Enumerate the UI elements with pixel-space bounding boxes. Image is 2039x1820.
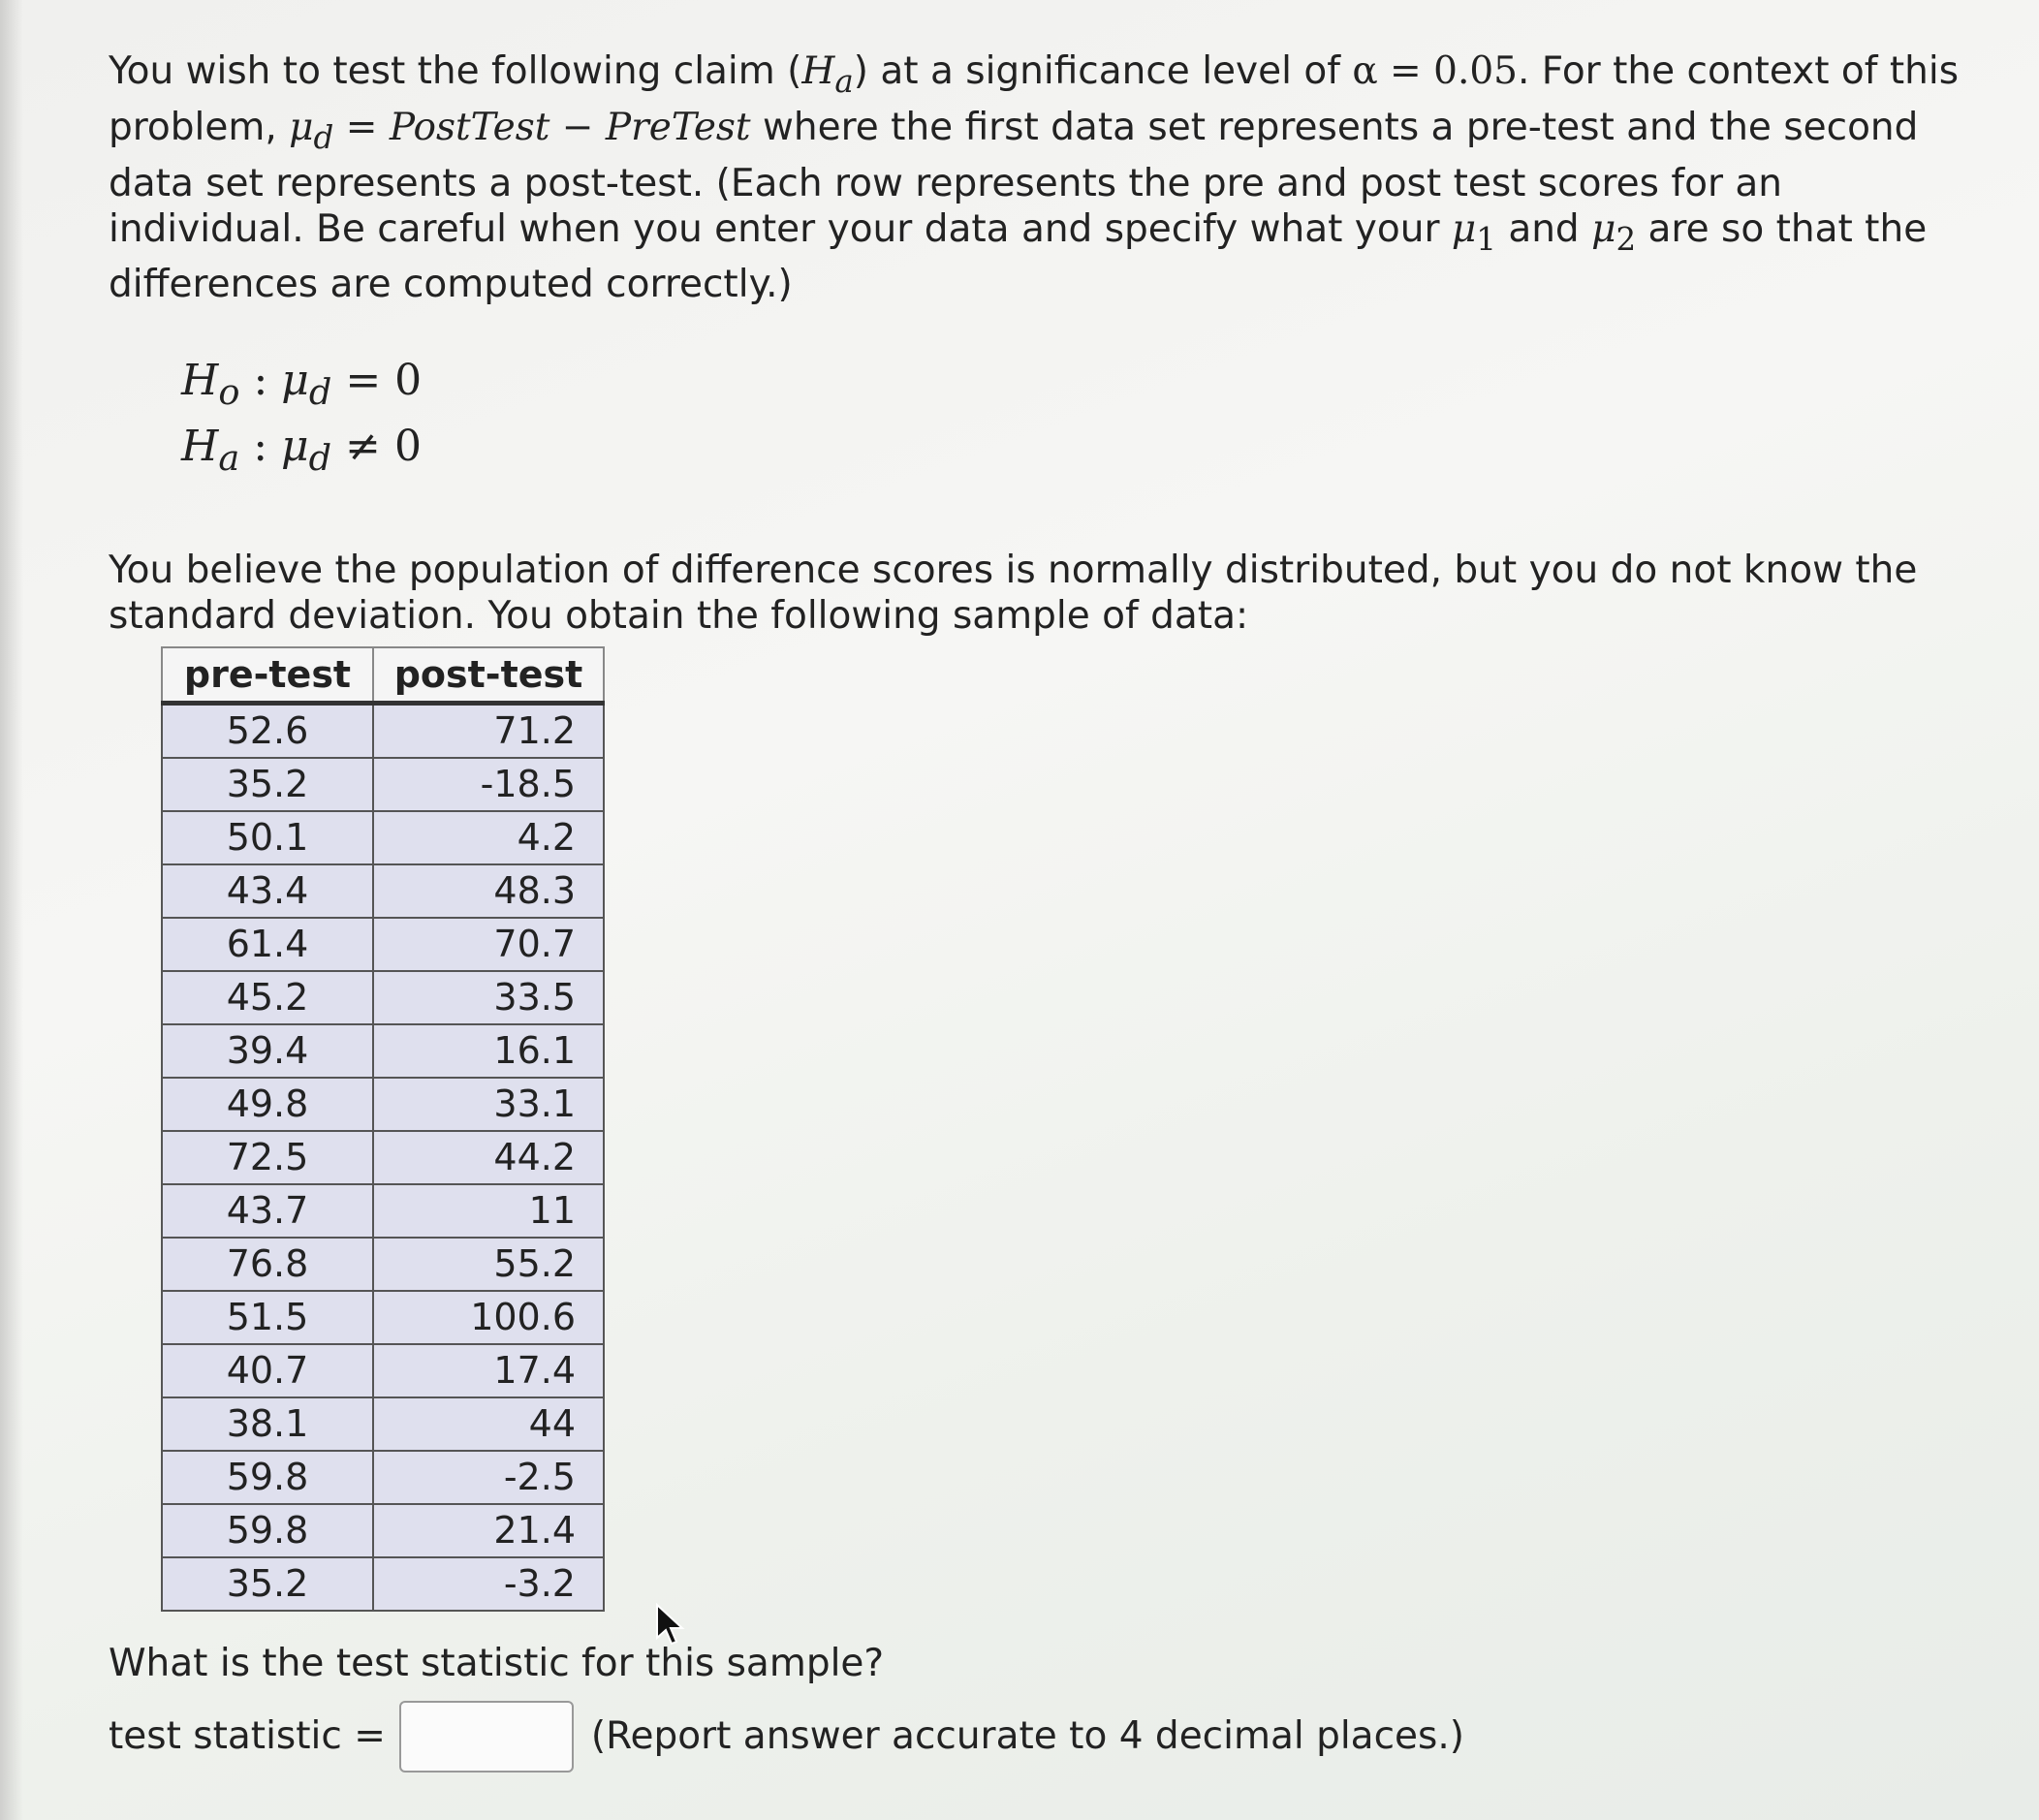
test-statistic-label: test statistic = <box>109 1714 386 1758</box>
pre-test-cell: 49.8 <box>162 1078 373 1131</box>
post-test-cell: 17.4 <box>373 1344 604 1397</box>
header-pre-test: pre-test <box>162 647 373 704</box>
pre-test-cell: 45.2 <box>162 971 373 1024</box>
post-test-cell: -2.5 <box>373 1451 604 1504</box>
problem-content <box>109 48 1969 1612</box>
post-test-cell: 55.2 <box>373 1238 604 1291</box>
table-row <box>162 1344 604 1397</box>
post-test-cell: 16.1 <box>373 1024 604 1078</box>
pre-test-cell: 35.2 <box>162 1557 373 1611</box>
difference-definition: = PostTest − PreTest <box>333 105 751 149</box>
table-row <box>162 703 604 758</box>
pre-test-cell: 43.7 <box>162 1184 373 1238</box>
post-test-cell: -3.2 <box>373 1557 604 1611</box>
post-test-cell: 4.2 <box>373 811 604 864</box>
post-test-cell: 100.6 <box>373 1291 604 1344</box>
pre-test-cell: 39.4 <box>162 1024 373 1078</box>
table-row <box>162 1131 604 1184</box>
pre-test-cell: 76.8 <box>162 1238 373 1291</box>
pre-test-cell: 59.8 <box>162 1504 373 1557</box>
answer-row <box>109 1698 1464 1775</box>
post-test-cell: 11 <box>373 1184 604 1238</box>
post-test-cell: 71.2 <box>373 703 604 758</box>
post-test-cell: -18.5 <box>373 758 604 811</box>
pre-test-cell: 43.4 <box>162 864 373 918</box>
post-test-cell: 21.4 <box>373 1504 604 1557</box>
pre-test-cell: 72.5 <box>162 1131 373 1184</box>
pre-test-cell: 52.6 <box>162 703 373 758</box>
pre-test-cell: 61.4 <box>162 918 373 971</box>
table-row <box>162 1024 604 1078</box>
table-row <box>162 1078 604 1131</box>
post-test-cell: 33.5 <box>373 971 604 1024</box>
null-hypothesis: $H_o$ : $\mu_d = 0$ <box>181 356 423 414</box>
question-text: What is the test statistic for this sample? <box>109 1642 885 1685</box>
pre-test-cell: 38.1 <box>162 1397 373 1451</box>
alternative-hypothesis: $H_a$ : $\mu_d \ne 0$ <box>181 422 422 479</box>
distribution-assumption: You believe the population of difference scores is normally distributed, but you do not know the standard deviation. You obtain the following sample of data: <box>109 548 1918 638</box>
table-row <box>162 1557 604 1611</box>
table-header-row <box>162 647 604 704</box>
table-row <box>162 1184 604 1238</box>
test-statistic-input[interactable] <box>399 1701 574 1773</box>
problem-intro: You wish to test the following claim $(H_a)$ at a significance level of α = 0.05. For the context of this problem, $\mu_d$ = PostTest − PreTest where the first data set represents a pre-test and the second data set represents a post-test. (Each row represents the pre and post test scores for an individual. Be careful when you enter your data and specify what your $\mu_1$ and $\mu_2$ are so that the differences are computed correctly.) <box>109 49 1960 307</box>
precision-note: (Report answer accurate to 4 decimal places.) <box>590 1714 1464 1758</box>
post-test-cell: 44.2 <box>373 1131 604 1184</box>
pre-test-cell: 35.2 <box>162 758 373 811</box>
hypotheses <box>181 354 1969 486</box>
table-row <box>162 811 604 864</box>
table-row <box>162 758 604 811</box>
data-table <box>161 646 605 1612</box>
table-row <box>162 971 604 1024</box>
post-test-cell: 33.1 <box>373 1078 604 1131</box>
pre-test-cell: 59.8 <box>162 1451 373 1504</box>
table-row <box>162 1397 604 1451</box>
table-row <box>162 918 604 971</box>
pre-test-cell: 40.7 <box>162 1344 373 1397</box>
pre-test-cell: 51.5 <box>162 1291 373 1344</box>
page-edge <box>0 0 23 1820</box>
table-row <box>162 864 604 918</box>
post-test-cell: 44 <box>373 1397 604 1451</box>
table-row <box>162 1238 604 1291</box>
table-row <box>162 1504 604 1557</box>
post-test-cell: 70.7 <box>373 918 604 971</box>
alpha-value: α = 0.05 <box>1352 49 1518 93</box>
pre-test-cell: 50.1 <box>162 811 373 864</box>
post-test-cell: 48.3 <box>373 864 604 918</box>
table-row <box>162 1291 604 1344</box>
table-row <box>162 1451 604 1504</box>
header-post-test: post-test <box>373 647 604 704</box>
